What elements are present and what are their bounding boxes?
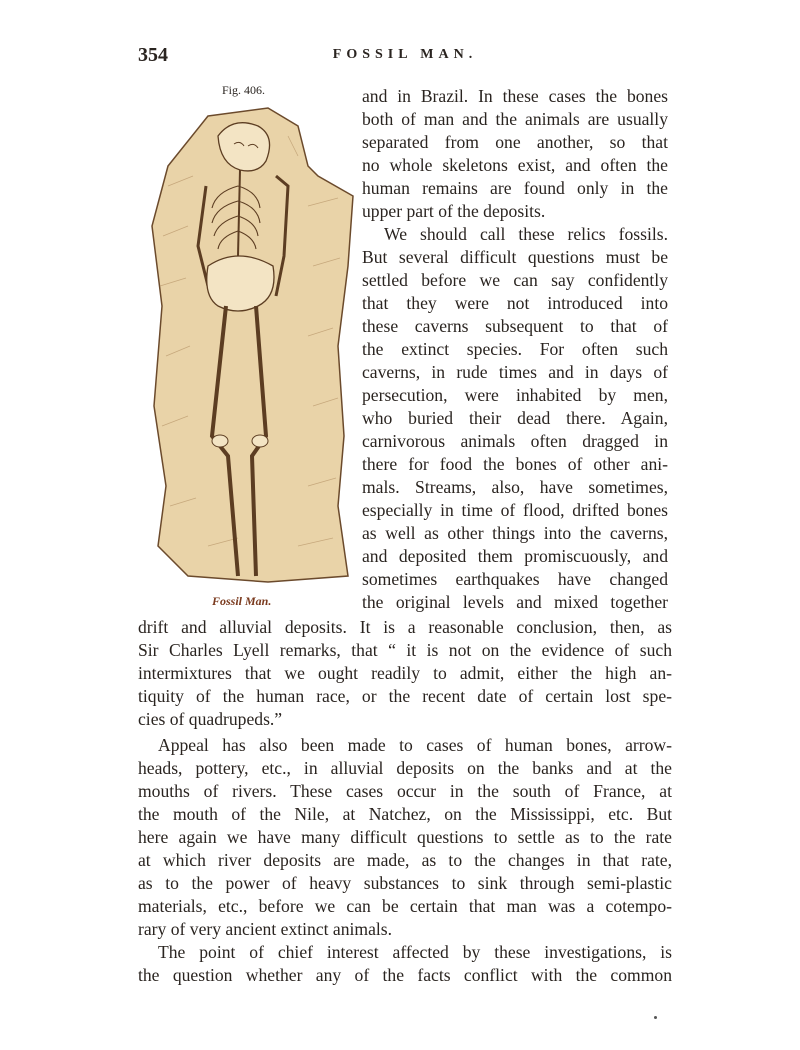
text-line: cies of quadrupeds.”	[138, 709, 283, 729]
text-line: as to the power of heavy substances to sink through semi-plastic	[138, 873, 672, 893]
page-header	[138, 44, 672, 68]
text-line: as well as other things into the caverns,	[362, 523, 668, 543]
text-line: rary of very ancient extinct animals.	[138, 919, 393, 939]
text-line: and in Brazil. In these cases the bones	[362, 86, 668, 106]
text-line: both of man and the animals are usually	[362, 109, 668, 129]
text-line: the question whether any of the facts conflict with the common	[138, 965, 672, 985]
text-line: Appeal has also been made to cases of human bones, arrow-	[158, 735, 672, 755]
fossil-man-illustration	[148, 106, 354, 586]
text-line: The point of chief interest affected by these investigations, is	[158, 942, 672, 962]
ink-speck	[654, 1016, 657, 1019]
text-line: and deposited them promiscuously, and	[362, 546, 668, 566]
text-line: the extinct species. For often such	[362, 339, 668, 359]
page-number: 354	[138, 44, 168, 66]
text-line: no whole skeletons exist, and often the	[362, 155, 668, 175]
text-line: who buried their dead there. Again,	[362, 408, 668, 428]
text-line: We should call these relics fossils.	[384, 224, 668, 244]
text-line: materials, etc., before we can be certain that man was a cotempo-	[138, 896, 672, 916]
text-line: sometimes earthquakes have changed	[362, 569, 668, 589]
text-line: at which river deposits are made, as to the changes in that rate,	[138, 850, 672, 870]
text-line: the mouth of the Nile, at Natchez, on the Mississippi, etc. But	[138, 804, 672, 824]
figure-caption: Fossil Man.	[212, 594, 272, 608]
text-line: drift and alluvial deposits. It is a reasonable conclusion, then, as	[138, 617, 672, 637]
text-line: upper part of the deposits.	[362, 201, 546, 221]
figure-label: Fig. 406.	[222, 83, 266, 97]
text-line: caverns, in rude times and in days of	[362, 362, 668, 382]
text-line: there for food the bones of other ani-	[362, 454, 668, 474]
text-line: mals. Streams, also, have sometimes,	[362, 477, 668, 497]
text-line: intermixtures that we ought readily to admit, either the high an-	[138, 663, 672, 683]
text-line: heads, pottery, etc., in alluvial deposits on the banks and at the	[138, 758, 672, 778]
text-line: mouths of rivers. These cases occur in the south of France, at	[138, 781, 672, 801]
text-line: settled before we can say confidently	[362, 270, 668, 290]
text-line: human remains are found only in the	[362, 178, 668, 198]
text-line: carnivorous animals often dragged in	[362, 431, 668, 451]
text-line: here again we have many difficult questions to settle as to the rate	[138, 827, 672, 847]
running-head: FOSSIL MAN.	[332, 47, 478, 62]
text-line: tiquity of the human race, or the recent date of certain lost spe-	[138, 686, 672, 706]
text-line: But several difficult questions must be	[362, 247, 668, 267]
text-line: especially in time of flood, drifted bones	[362, 500, 668, 520]
text-line: persecution, were inhabited by men,	[362, 385, 668, 405]
text-line: Sir Charles Lyell remarks, that “ it is not on the evidence of such	[138, 640, 672, 660]
text-line: the original levels and mixed together	[362, 592, 668, 612]
text-line: that they were not introduced into	[362, 293, 668, 313]
text-line: these caverns subsequent to that of	[362, 316, 668, 336]
text-line: separated from one another, so that	[362, 132, 668, 152]
